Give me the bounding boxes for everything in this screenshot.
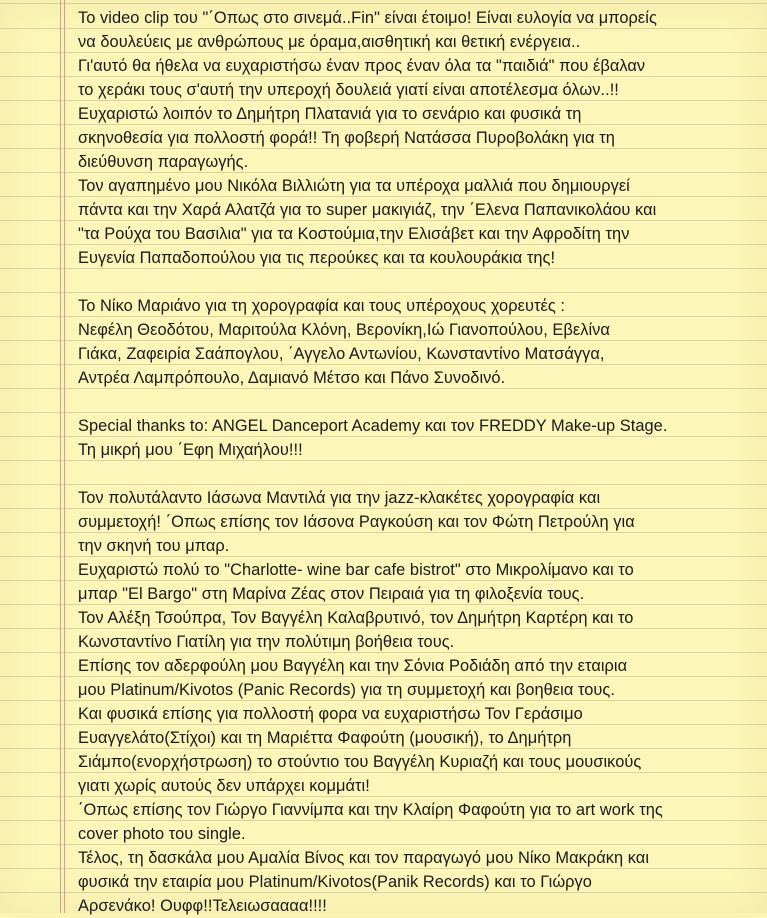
note-line: Και φυσικά επίσης για πολλοστή φορα να ευχαριστήσω Τον Γεράσιμο [78, 705, 583, 723]
note-text-body [78, 6, 760, 918]
note-line: Τον Αλέξη Τσούπρα, Τον Βαγγέλη Καλαβρυτινό, τον Δημήτρη Καρτέρη και το [78, 609, 634, 627]
note-line: σκηνοθεσία για πολλοστή φορά!! Τη φοβερή Νατάσσα Πυροβολάκη για τη [78, 129, 615, 147]
note-line: μου Platinum/Kivotos (Panic Records) για τη συμμετοχή και βοηθεια τους. [78, 681, 615, 699]
note-line: Τον πολυτάλαντο Ιάσωνα Μαντιλά για την jazz-κλακέτες χορογραφία και [78, 489, 601, 507]
note-line: την σκηνή του μπαρ. [78, 537, 230, 555]
blank-line [78, 462, 760, 486]
note-line: Επίσης τον αδερφούλη μου Βαγγέλη και την Σόνια Ροδιάδη από την εταιρια [78, 657, 628, 675]
note-line: μπαρ "El Bargo" στη Μαρίνα Ζέας στον Πειραιά για τη φιλοξενία τους. [78, 585, 585, 603]
note-line: συμμετοχή! ΄Οπως επίσης τον Ιάσονα Ραγκούση και τον Φώτη Πετρούλη για [78, 513, 635, 531]
note-line: Ευγενία Παπαδοπούλου για τις περούκες και τα κουλουράκια της! [78, 249, 556, 267]
note-line: γιατι χωρίς αυτούς δεν υπάρχει κομμάτι! [78, 777, 370, 795]
blank-line [78, 270, 760, 294]
note-line: Τέλος, τη δασκάλα μου Αμαλία Βίνος και τον παραγωγό μου Νίκο Μακράκη και [78, 849, 650, 867]
note-line: το χεράκι τους σ'αυτή την υπεροχή δουλειά γιατί είναι αποτέλεσμα όλων..!! [78, 81, 619, 99]
note-line: Special thanks to: ANGEL Danceport Academy και τον FREDDY Make-up Stage. [78, 417, 668, 435]
note-line: Σιάμπο(ενορχήστρωση) το στούντιο του Βαγγέλη Κυριαζή και τους μουσικούς [78, 753, 642, 771]
note-line: Γιάκα, Ζαφειρία Σαάπογλου, ΄Αγγελο Αντωνίου, Κωνσταντίνο Ματσάγγα, [78, 345, 605, 363]
note-line: Γι'αυτό θα ήθελα να ευχαριστήσω έναν προς έναν όλα τα "παιδιά" που έβαλαν [78, 57, 646, 75]
note-line: φυσικά την εταιρία μου Platinum/Kivotos(Panik Records) και το Γιώργο [78, 873, 592, 891]
blank-line [78, 390, 760, 414]
note-line: πάντα και την Χαρά Αλατζά για το super μακιγιάζ, την ΄Ελενα Παπανικολάου και [78, 201, 657, 219]
note-line: διεύθυνση παραγωγής. [78, 153, 249, 171]
note-line: Το video clip του "΄Οπως στο σινεμά..Fin" είναι έτοιμο! Είναι ευλογία να μπορείς [78, 9, 657, 27]
note-line: Το Νίκο Μαριάνο για τη χορογραφία και τους υπέροχους χορευτές : [78, 297, 566, 315]
note-line: Νεφέλη Θεοδότου, Μαριτούλα Κλόνη, Βερονίκη,Ιώ Γιανοπούλου, Εβελίνα [78, 321, 610, 339]
note-line: cover photo του single. [78, 825, 246, 843]
note-line: Ευαγγελάτο(Στίχοι) και τη Μαριέττα Φαφούτη (μουσική), το Δημήτρη [78, 729, 572, 747]
note-line: Τον αγαπημένο μου Νικόλα Βιλλιώτη για τα υπέροχα μαλλιά που δημιουργεί [78, 177, 630, 195]
note-line: ΄Οπως επίσης τον Γιώργο Γιαννίμπα και την Κλαίρη Φαφούτη για το art work της [78, 801, 663, 819]
note-line: "τα Ρούχα του Βασιλια" για τα Κοστούμια,την Ελισάβετ και την Αφροδίτη την [78, 225, 630, 243]
note-line: να δουλεύεις με ανθρώπους με όραμα,αισθητική και θετική ενέργεια.. [78, 33, 581, 51]
note-line: Ευχαριστώ λοιπόν το Δημήτρη Πλατανιά για το σενάριο και φυσικά τη [78, 105, 582, 123]
note-line: Τη μικρή μου ΄Εφη Μιχαήλου!!! [78, 441, 303, 459]
note-line: Ευχαριστώ πολύ το "Charlotte- wine bar cafe bistrot" στο Μικρολίμανο και το [78, 561, 634, 579]
note-line: Κωνσταντίνο Γιατίλη για την πολύτιμη βοήθεια τους. [78, 633, 455, 651]
note-line: Αρσενάκο! Ουφφ!!Τελειωσαααα!!!! [78, 897, 327, 915]
note-line: Αντρέα Λαμπρόπουλο, Δαμιανό Μέτσο και Πάνο Συνοδινό. [78, 369, 506, 387]
